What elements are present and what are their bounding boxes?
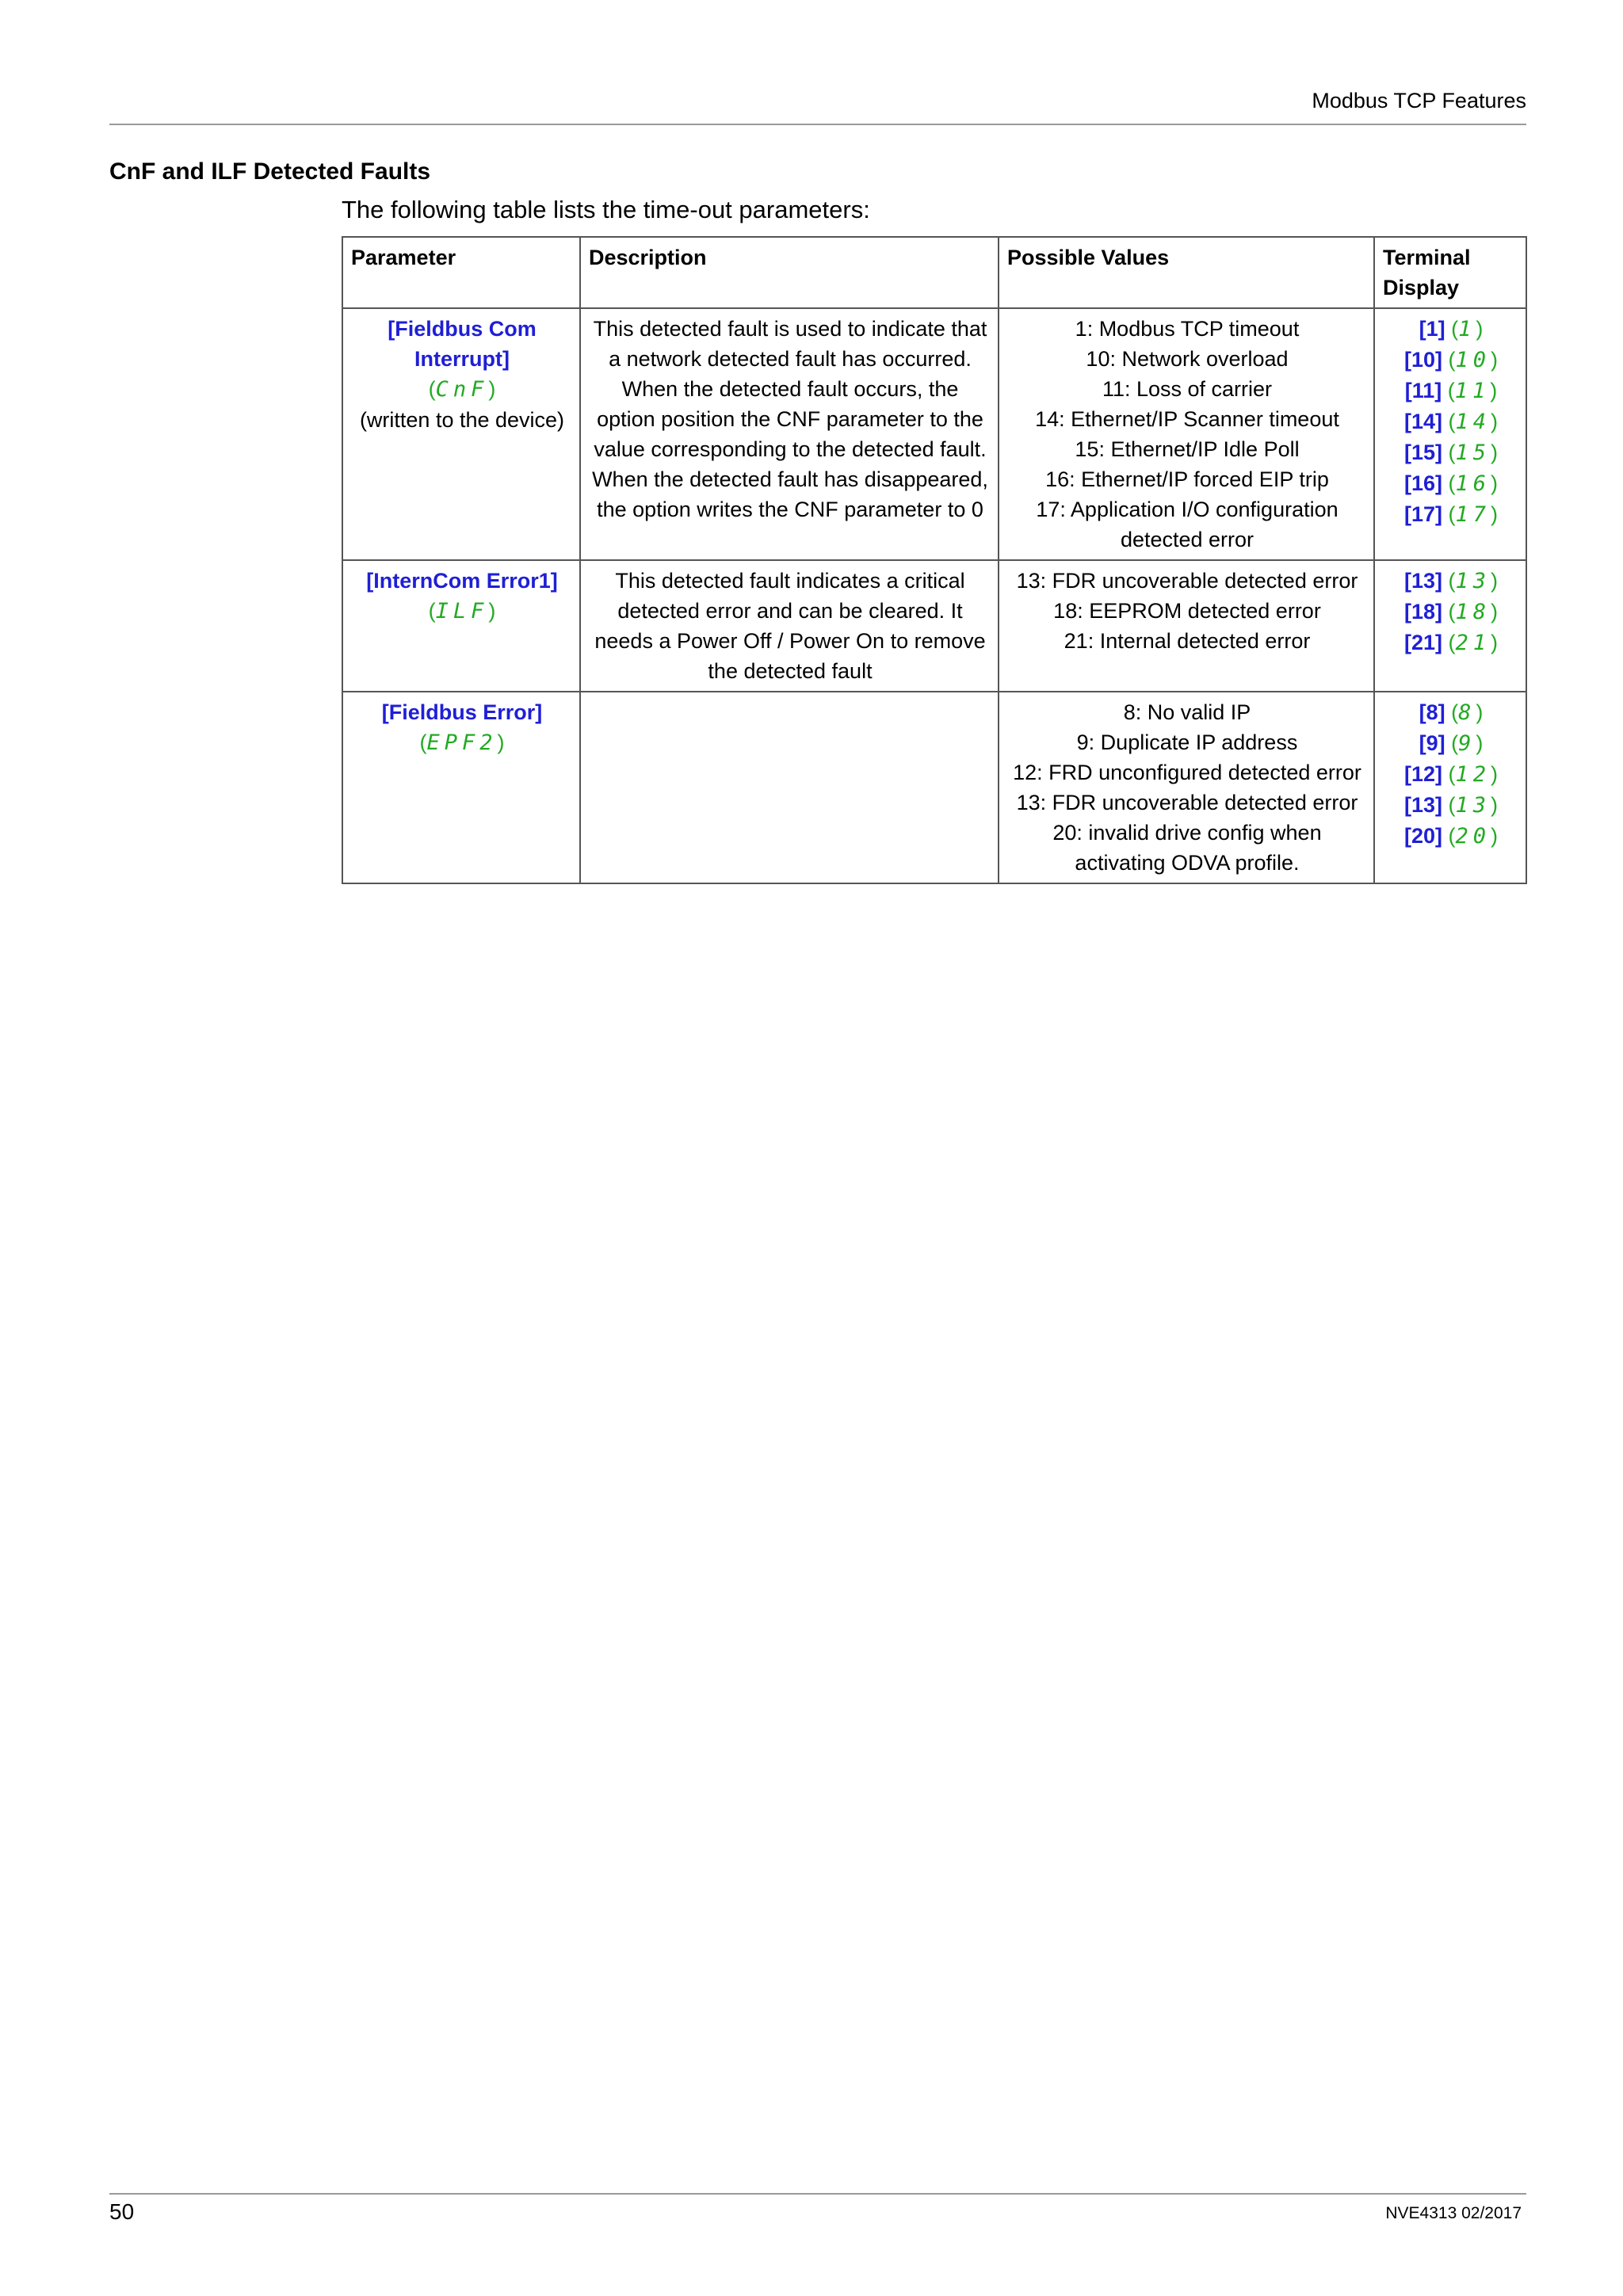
parameters-table bbox=[342, 236, 1527, 884]
column-header-terminal-display: Terminal Display bbox=[1374, 237, 1526, 308]
display-label: [9] bbox=[1419, 731, 1445, 755]
display-label: [8] bbox=[1419, 700, 1445, 724]
display-code: 9 bbox=[1458, 731, 1476, 756]
parameter-name: Interrupt] bbox=[414, 347, 510, 371]
display-code: 16 bbox=[1455, 471, 1491, 496]
display-code: 17 bbox=[1455, 502, 1491, 527]
value-item: 16: Ethernet/IP forced EIP trip bbox=[1045, 467, 1329, 491]
value-item: 17: Application I/O configuration detected error bbox=[1036, 498, 1338, 551]
display-code: 10 bbox=[1455, 348, 1491, 372]
display-label: [15] bbox=[1403, 441, 1442, 464]
description-line: option position the CNF parameter to the bbox=[597, 407, 983, 431]
display-code: 15 bbox=[1455, 441, 1491, 465]
description-cell bbox=[580, 308, 999, 560]
intro-text: The following table lists the time-out parameters: bbox=[342, 196, 870, 223]
display-label: [16] bbox=[1403, 471, 1442, 495]
value-item: 11: Loss of carrier bbox=[1102, 377, 1273, 401]
table-row bbox=[342, 308, 1526, 560]
parameter-name: [Fieldbus Com bbox=[388, 317, 537, 341]
display-label: [13] bbox=[1403, 569, 1442, 593]
display-label: [20] bbox=[1403, 824, 1442, 848]
description-cell bbox=[580, 692, 999, 883]
section-title: CnF and ILF Detected Faults bbox=[109, 158, 431, 185]
display-cell: [1] (1) [10] (10) [11] (11) [14] (14) [15] (15) [16] (16) [17] (17) bbox=[1374, 308, 1526, 560]
value-item: 13: FDR uncoverable detected error bbox=[1016, 791, 1358, 814]
table-row bbox=[342, 692, 1526, 883]
value-item: 15: Ethernet/IP Idle Poll bbox=[1075, 437, 1300, 461]
value-item: 8: No valid IP bbox=[1123, 700, 1251, 724]
parameter-cell: [Fieldbus Com Interrupt] (CnF) (written to the device) bbox=[342, 308, 580, 560]
value-item: 1: Modbus TCP timeout bbox=[1075, 317, 1300, 341]
parameter-code: EPF2 bbox=[426, 730, 498, 755]
description-line: This detected fault is used to indicate that bbox=[593, 317, 987, 341]
document-reference: NVE4313 02/2017 bbox=[1385, 2204, 1522, 2222]
parameter-code: ILF bbox=[435, 599, 489, 624]
display-code: 21 bbox=[1455, 631, 1491, 655]
page-number: 50 bbox=[109, 2199, 135, 2224]
value-item: 18: EEPROM detected error bbox=[1053, 599, 1321, 623]
display-code: 11 bbox=[1454, 379, 1491, 403]
display-label: [21] bbox=[1403, 631, 1442, 654]
display-code: 20 bbox=[1455, 824, 1491, 849]
description-line: needs a Power Off / Power On to remove bbox=[594, 629, 986, 653]
value-item: 14: Ethernet/IP Scanner timeout bbox=[1035, 407, 1339, 431]
display-code: 13 bbox=[1455, 793, 1491, 818]
display-label: [14] bbox=[1403, 410, 1442, 433]
parameter-note: (written to the device) bbox=[359, 408, 565, 432]
display-label: [17] bbox=[1403, 502, 1442, 526]
table-header-row bbox=[342, 237, 1526, 308]
running-header: Modbus TCP Features bbox=[1312, 89, 1526, 113]
display-label: [13] bbox=[1403, 793, 1442, 817]
display-label: [12] bbox=[1403, 762, 1442, 786]
description-line: When the detected fault has disappeared, bbox=[592, 467, 988, 491]
description-line: value corresponding to the detected fault. bbox=[594, 437, 987, 461]
display-label: [1] bbox=[1419, 317, 1445, 341]
parameter-name: [Fieldbus Error] bbox=[381, 700, 543, 724]
description-line: detected error and can be cleared. It bbox=[617, 599, 963, 623]
description-line: the detected fault bbox=[708, 659, 873, 683]
description-line: the option writes the CNF parameter to 0 bbox=[597, 498, 983, 521]
description-line: a network detected fault has occurred. bbox=[609, 347, 972, 371]
values-cell bbox=[999, 692, 1374, 883]
description-line: When the detected fault occurs, the bbox=[621, 377, 959, 401]
values-cell bbox=[999, 560, 1374, 692]
column-header-possible-values: Possible Values bbox=[999, 237, 1374, 308]
values-cell bbox=[999, 308, 1374, 560]
value-item: 21: Internal detected error bbox=[1064, 629, 1311, 653]
display-code: 18 bbox=[1455, 600, 1491, 624]
display-code: 1 bbox=[1458, 317, 1476, 341]
description-line: This detected fault indicates a critical bbox=[615, 569, 965, 593]
parameter-code: CnF bbox=[435, 377, 489, 402]
display-code: 12 bbox=[1455, 762, 1491, 787]
display-label: [11] bbox=[1404, 379, 1442, 402]
table-row bbox=[342, 560, 1526, 692]
value-item: 20: invalid drive config when activating ODVA profile. bbox=[1052, 821, 1322, 875]
column-header-description: Description bbox=[580, 237, 999, 308]
value-item: 10: Network overload bbox=[1086, 347, 1289, 371]
display-code: 13 bbox=[1455, 569, 1491, 593]
display-code: 14 bbox=[1455, 410, 1491, 434]
value-item: 12: FRD unconfigured detected error bbox=[1013, 761, 1361, 784]
value-item: 13: FDR uncoverable detected error bbox=[1016, 569, 1358, 593]
parameter-cell: [Fieldbus Error] (EPF2) bbox=[342, 692, 580, 883]
display-code: 8 bbox=[1458, 700, 1476, 725]
display-cell: [8] (8) [9] (9) [12] (12) [13] (13) [20] (20) bbox=[1374, 692, 1526, 883]
display-label: [10] bbox=[1403, 348, 1442, 372]
parameter-name: [InternCom Error1] bbox=[366, 569, 558, 593]
parameter-cell: [InternCom Error1] (ILF) bbox=[342, 560, 580, 692]
display-label: [18] bbox=[1403, 600, 1442, 624]
value-item: 9: Duplicate IP address bbox=[1076, 730, 1298, 754]
description-cell bbox=[580, 560, 999, 692]
column-header-parameter: Parameter bbox=[342, 237, 580, 308]
display-cell: [13] (13) [18] (18) [21] (21) bbox=[1374, 560, 1526, 692]
footer-rule bbox=[109, 2193, 1526, 2195]
header-rule bbox=[109, 124, 1526, 125]
